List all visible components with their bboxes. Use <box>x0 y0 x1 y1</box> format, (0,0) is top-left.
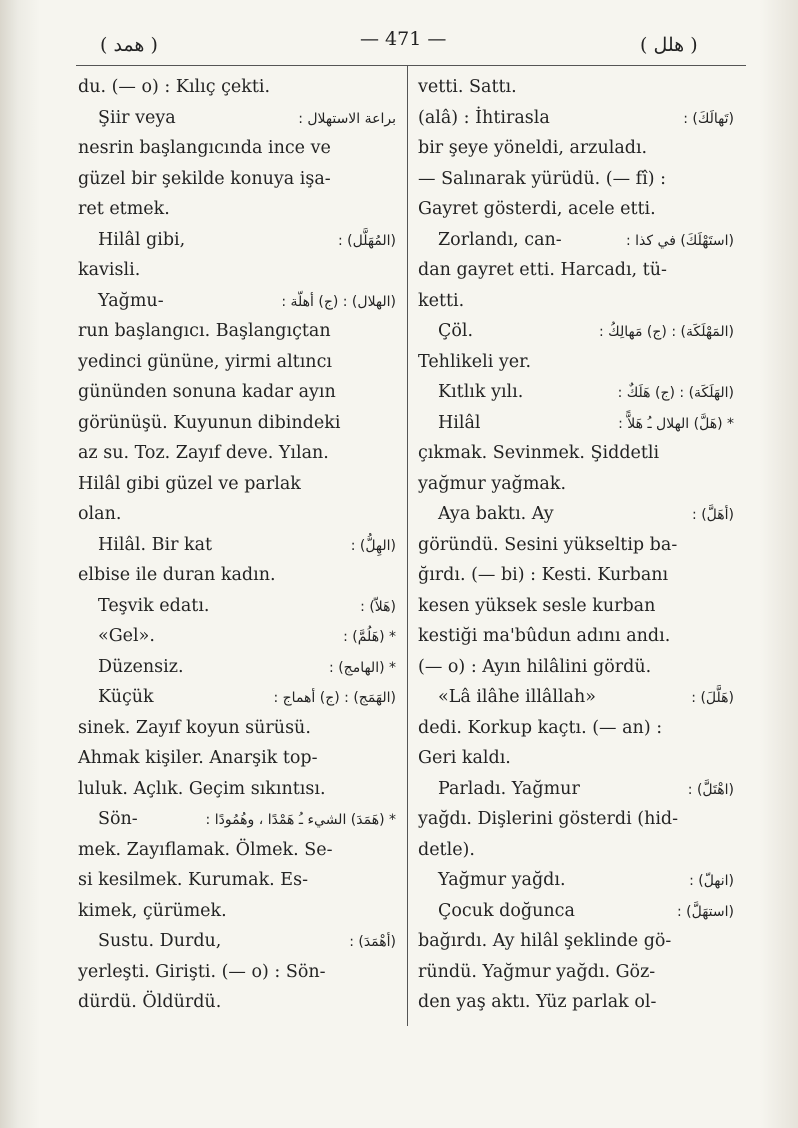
text-line <box>78 438 396 469</box>
text-line <box>78 774 396 805</box>
text-line <box>78 560 396 591</box>
turkish-text: Hilâl gibi güzel ve parlak <box>78 473 301 494</box>
turkish-text: Gayret gösterdi, acele etti. <box>418 199 656 219</box>
text-line <box>78 225 396 256</box>
text-line <box>78 987 396 1018</box>
text-line <box>418 194 734 225</box>
text-line <box>418 652 734 683</box>
text-line <box>78 835 396 866</box>
turkish-text: gününden sonuna kadar ayın <box>78 382 336 402</box>
arabic-headword: (المَهْلَكَة) : (ج) مَهالِكُ : <box>599 324 734 340</box>
arabic-headword: (استَهْلَكَ) في كذا : <box>626 232 734 249</box>
text-line <box>418 530 734 561</box>
text-line <box>78 316 396 347</box>
text-line <box>418 774 734 805</box>
turkish-text: Sustu. Durdu, <box>98 931 222 951</box>
turkish-text: Zorlandı, can- <box>438 229 562 250</box>
text-line <box>78 530 396 561</box>
column-divider <box>407 66 408 1026</box>
text-line <box>418 865 734 896</box>
turkish-text: Tehlikeli yer. <box>418 351 532 372</box>
turkish-text: Yağmu- <box>98 290 164 311</box>
arabic-headword: (تَهالَكَ) : <box>683 110 734 127</box>
text-line <box>418 743 734 774</box>
turkish-text: du. (— o) : Kılıç çekti. <box>78 77 271 97</box>
turkish-text: göründü. Sesini yükseltip ba- <box>418 534 678 555</box>
text-line <box>418 560 734 591</box>
turkish-text: Aya baktı. Ay <box>438 504 554 524</box>
turkish-text: Hilâl gibi, <box>98 229 186 250</box>
turkish-text: Geri kaldı. <box>418 748 511 768</box>
text-line <box>418 621 734 652</box>
text-line <box>418 164 734 195</box>
turkish-text: yağmur yağmak. <box>418 473 567 494</box>
turkish-text: bir şeye yöneldi, arzuladı. <box>418 138 648 158</box>
turkish-text: (— o) : Ayın hilâlini gördü. <box>418 656 652 677</box>
right-column <box>418 72 734 1018</box>
arabic-headword: (استهَلَّ) : <box>677 903 734 920</box>
turkish-text: Çocuk doğunca <box>438 900 575 921</box>
turkish-text: ret etmek. <box>78 199 170 219</box>
turkish-text: görünüşü. Kuyunun dibindeki <box>78 412 341 433</box>
turkish-text: den yaş aktı. Yüz parlak ol- <box>418 992 657 1012</box>
arabic-headword: (هَلَّلَ) : <box>691 690 734 706</box>
text-line <box>78 957 396 988</box>
arabic-headword: (اهْتَلَّ) : <box>687 781 734 798</box>
text-line <box>418 682 734 713</box>
turkish-text: Parladı. Yağmur <box>438 778 580 799</box>
turkish-text: Hilâl. Bir kat <box>98 534 213 555</box>
turkish-text: kesen yüksek sesle kurban <box>418 595 656 616</box>
text-line <box>418 804 734 835</box>
turkish-text: si kesilmek. Kurumak. Es- <box>78 870 308 890</box>
turkish-text: Ahmak kişiler. Anarşik top- <box>78 748 318 768</box>
text-line <box>418 896 734 927</box>
text-line <box>418 438 734 469</box>
text-line <box>418 499 734 530</box>
turkish-text: dan gayret etti. Harcadı, tü- <box>418 260 667 280</box>
turkish-text: kimek, çürümek. <box>78 900 227 921</box>
turkish-text: elbise ile duran kadın. <box>78 565 276 585</box>
header-right-guideword: ( هلل ) <box>640 34 698 56</box>
header-left-guideword: ( همد ) <box>100 34 158 56</box>
text-line <box>78 72 396 103</box>
turkish-text: az su. Toz. Zayıf deve. Yılan. <box>78 443 329 463</box>
text-line <box>418 255 734 286</box>
turkish-text: — Salınarak yürüdü. (— fî) : <box>418 168 666 189</box>
text-line <box>78 499 396 530</box>
turkish-text: Teşvik edatı. <box>98 595 210 616</box>
turkish-text: kavisli. <box>78 260 141 280</box>
turkish-text: (alâ) : İhtirasla <box>418 107 550 128</box>
turkish-text: mek. Zayıflamak. Ölmek. Se- <box>78 839 333 860</box>
turkish-text: Yağmur yağdı. <box>438 870 566 890</box>
text-line <box>418 225 734 256</box>
turkish-text: dürdü. Öldürdü. <box>78 992 222 1012</box>
arabic-headword: (هَلاّ) : <box>360 598 396 615</box>
text-line <box>78 286 396 317</box>
turkish-text: nesrin başlangıcında ince ve <box>78 138 331 158</box>
turkish-text: kestiği ma'bûdun adını andı. <box>418 626 671 646</box>
text-line <box>78 133 396 164</box>
text-line <box>78 377 396 408</box>
arabic-headword: براعة الاستهلال : <box>298 110 396 127</box>
text-line <box>418 957 734 988</box>
turkish-text: Düzensiz. <box>98 656 184 677</box>
text-line <box>418 469 734 500</box>
arabic-headword: (أهْمَدَ) : <box>349 934 396 950</box>
text-line <box>418 591 734 622</box>
header-rule <box>76 65 746 66</box>
text-line <box>78 103 396 134</box>
text-line <box>418 316 734 347</box>
turkish-text: ketti. <box>418 290 465 311</box>
arabic-headword: (الهَلَكَة) : (ج) هَلَكٌ : <box>617 385 734 401</box>
arabic-headword: (المُهَلَّل) : <box>337 232 396 249</box>
text-line <box>78 743 396 774</box>
text-line <box>78 408 396 439</box>
text-line <box>418 103 734 134</box>
text-line <box>418 347 734 378</box>
text-line <box>78 255 396 286</box>
turkish-text: run başlangıcı. Başlangıçtan <box>78 321 331 341</box>
turkish-text: «Gel». <box>98 626 155 646</box>
text-line <box>78 652 396 683</box>
text-line <box>418 377 734 408</box>
turkish-text: yağdı. Dişlerini gösterdi (hid- <box>418 809 679 829</box>
turkish-text: ğırdı. (— bi) : Kesti. Kurbanı <box>418 565 669 585</box>
turkish-text: olan. <box>78 504 122 524</box>
arabic-headword: * (الهامج) : <box>329 659 396 676</box>
arabic-headword: * (هَلَّ) الهلال ـُ هَلاًّ : <box>618 415 734 432</box>
text-line <box>78 621 396 652</box>
text-line <box>418 286 734 317</box>
turkish-text: yedinci gününe, yirmi altıncı <box>78 351 332 372</box>
text-line <box>78 804 396 835</box>
turkish-text: Şiir veya <box>98 107 176 128</box>
text-line <box>418 835 734 866</box>
text-line <box>418 72 734 103</box>
turkish-text: ründü. Yağmur yağdı. Göz- <box>418 961 656 982</box>
arabic-headword: (انهلّ) : <box>689 873 734 889</box>
text-line <box>418 713 734 744</box>
arabic-headword: * (هَمَدَ) الشيء ـُ هَمْدًا ، وهُمُودًا : <box>205 812 396 828</box>
arabic-headword: (أهَلَّ) : <box>692 507 734 523</box>
turkish-text: Hilâl <box>438 412 481 433</box>
text-line <box>418 926 734 957</box>
turkish-text: Çöl. <box>438 321 474 341</box>
left-column <box>78 72 396 1018</box>
text-line <box>78 713 396 744</box>
turkish-text: sinek. Zayıf koyun sürüsü. <box>78 717 311 738</box>
arabic-headword: (الهَمَج) : (ج) أهماج : <box>273 690 396 706</box>
turkish-text: Sön- <box>98 809 138 829</box>
text-line <box>418 408 734 439</box>
text-line <box>78 194 396 225</box>
turkish-text: bağırdı. Ay hilâl şeklinde gö- <box>418 931 672 951</box>
text-line <box>78 682 396 713</box>
turkish-text: luluk. Açlık. Geçim sıkıntısı. <box>78 778 326 799</box>
text-line <box>78 164 396 195</box>
page-number: — 471 — <box>360 28 447 50</box>
text-line <box>78 591 396 622</box>
text-line <box>78 347 396 378</box>
turkish-text: çıkmak. Sevinmek. Şiddetli <box>418 443 660 463</box>
turkish-text: Kıtlık yılı. <box>438 382 524 402</box>
turkish-text: dedi. Korkup kaçtı. (— an) : <box>418 717 663 738</box>
turkish-text: yerleşti. Girişti. (— o) : Sön- <box>78 961 326 982</box>
turkish-text: vetti. Sattı. <box>418 77 517 97</box>
turkish-text: detle). <box>418 839 475 860</box>
text-line <box>418 133 734 164</box>
text-line <box>78 896 396 927</box>
turkish-text: «Lâ ilâhe illâllah» <box>438 687 596 707</box>
text-line <box>78 926 396 957</box>
text-line <box>418 987 734 1018</box>
text-line <box>78 469 396 500</box>
arabic-headword: (الهلال) : (ج) أهلّة : <box>281 293 396 310</box>
turkish-text: Küçük <box>98 687 154 707</box>
turkish-text: güzel bir şekilde konuya işa- <box>78 168 331 189</box>
arabic-headword: * (هَلُمَّ) : <box>343 629 396 645</box>
arabic-headword: (الهِلُّ) : <box>350 537 396 554</box>
page-header <box>0 22 798 62</box>
text-line <box>78 865 396 896</box>
